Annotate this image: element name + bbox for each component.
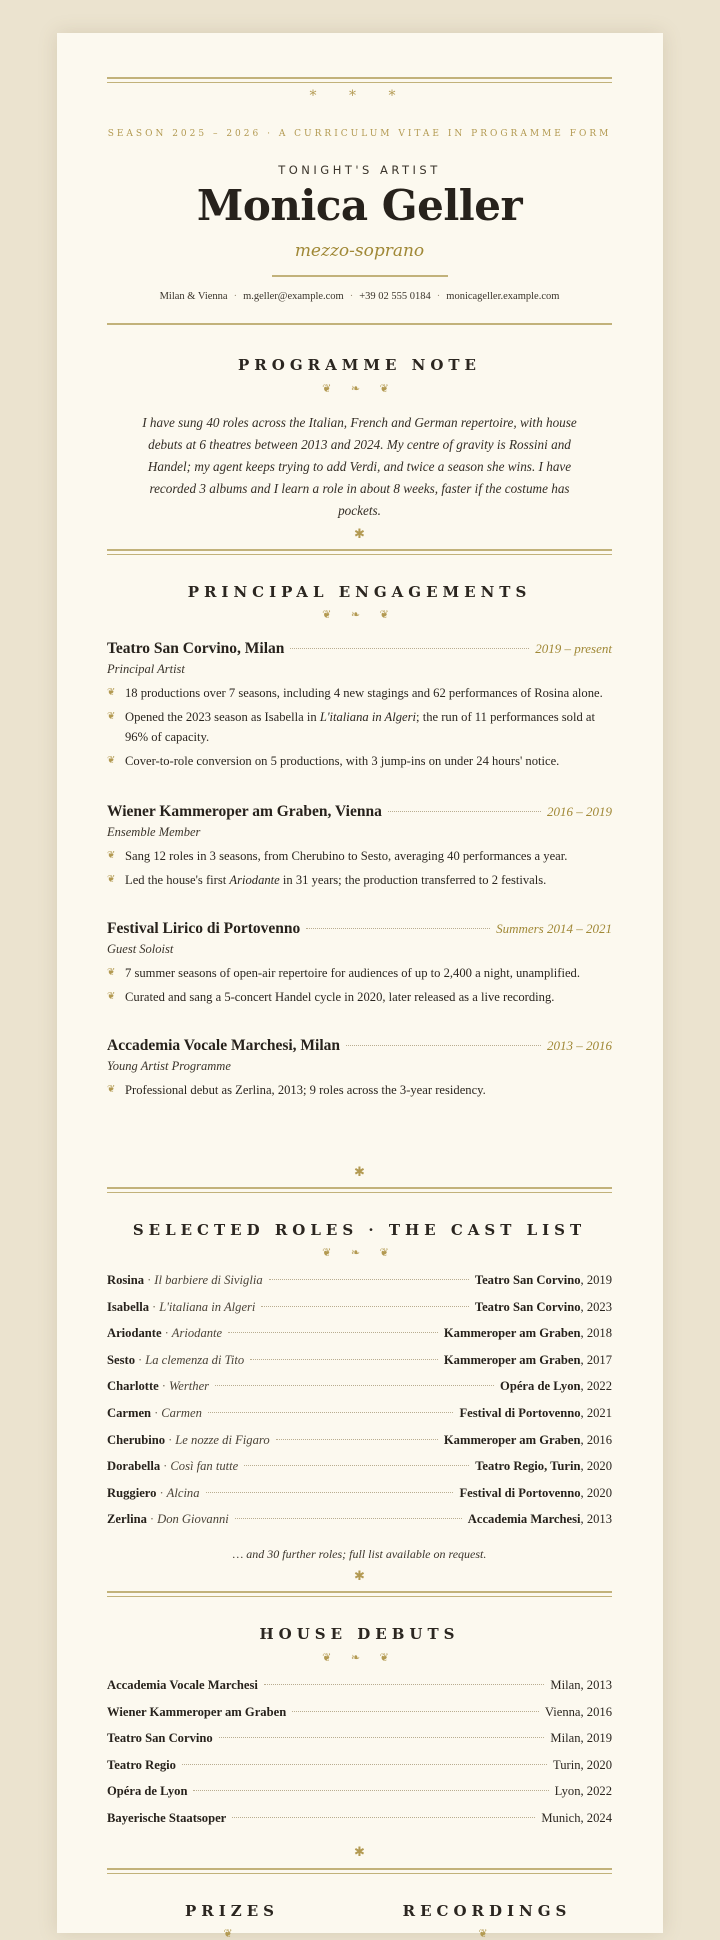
- contact-location: Milan & Vienna: [159, 291, 228, 302]
- role-row: Sesto · La clemenza di Tito Kammeroper am Graben , 2017: [107, 1352, 612, 1367]
- engagement-bullet: ❦ Curated and sang a 5-concert Handel cycle in 2020, later released as a live recording.: [107, 990, 555, 1004]
- engagement-item: [107, 803, 612, 894]
- top-rule: [107, 77, 612, 79]
- contact-website[interactable]: monicageller.example.com: [446, 291, 560, 302]
- voice-type: mezzo-soprano: [294, 241, 425, 261]
- header-bottom-rule: [107, 323, 612, 325]
- recordings-title: RECORDINGS: [402, 1902, 572, 1920]
- engagement-bullet: ❦ Cover-to-role conversion on 5 productions, with 3 jump-ins on under 24 hours' notice.: [107, 754, 560, 768]
- debuts-title: HOUSE DEBUTS: [259, 1625, 460, 1643]
- engagement-role: Principal Artist: [107, 662, 185, 676]
- roles-more-note: … and 30 further roles; full list available on request.: [232, 1547, 487, 1561]
- engagement-bullet: ❦ Professional debut as Zerlina, 2013; 9 roles across the 3-year residency.: [107, 1083, 486, 1097]
- asterism: ✱: [354, 527, 365, 542]
- fleuron-ornament: ❦ ❧ ❦: [322, 382, 397, 395]
- asterism: ✱: [354, 1569, 365, 1584]
- season-line: SEASON 2025 – 2026 · A CURRICULUM VITAE IN PROGRAMME FORM: [107, 129, 612, 139]
- engagement-bullet: ❦ Led the house's first Ariodante in 31 years; the production transferred to 2 festivals.: [107, 873, 547, 887]
- debut-row: Teatro Regio Turin, 2020: [107, 1757, 612, 1772]
- engagement-bullet: ❦ Sang 12 roles in 3 seasons, from Cherubino to Sesto, averaging 40 performances a year.: [107, 849, 568, 863]
- roles-list: [107, 1273, 612, 1539]
- debut-row: Opéra de Lyon Lyon, 2022: [107, 1784, 612, 1799]
- section-rule: [107, 1591, 612, 1593]
- engagement-item: [107, 920, 612, 1011]
- engagement-item: [107, 1037, 612, 1104]
- programme-note-title: PROGRAMME NOTE: [238, 356, 481, 374]
- engagement-house: Accademia Vocale Marchesi, Milan: [107, 1037, 341, 1054]
- engagement-item: [107, 640, 612, 775]
- programme-note-text: I have sung 40 roles across the Italian, French and German repertoire, with house debuts at 6 theatres between 2013 and 2024. My centre of gravity is Rossini and Handel; my agent keeps trying to add Verdi, and twice a season she wins. I have recorded 3 albums and I learn a role in about 8 weeks, faster if the costume has pockets.: [142, 415, 577, 518]
- role-row: Rosina · Il barbiere di Siviglia Teatro San Corvino , 2019: [107, 1273, 612, 1287]
- section-rule: [107, 1187, 612, 1189]
- section-rule: [107, 549, 612, 551]
- debut-row: Bayerische Staatsoper Munich, 2024: [107, 1810, 612, 1825]
- fleuron-ornament: ❦ ❧ ❦: [322, 1651, 397, 1664]
- engagements-title: PRINCIPAL ENGAGEMENTS: [187, 583, 532, 601]
- role-row: Ariodante · Ariodante Kammeroper am Graben , 2018: [107, 1326, 612, 1341]
- role-row: Dorabella · Così fan tutte Teatro Regio, Turin , 2020: [107, 1459, 612, 1474]
- engagement-role: Guest Soloist: [107, 942, 174, 956]
- roles-title: SELECTED ROLES · THE CAST LIST: [132, 1221, 587, 1239]
- tonight-label: TONIGHT'S ARTIST: [278, 163, 441, 177]
- prizes-title: PRIZES: [185, 1902, 279, 1920]
- engagement-dates: 2013 – 2016: [547, 1038, 612, 1053]
- engagement-bullet: ❦ 7 summer seasons of open-air repertoire for audiences of up to 2,400 a night, unamplified.: [107, 966, 580, 980]
- asterism: ✱: [354, 1845, 365, 1860]
- cv-paper: [57, 33, 663, 1940]
- debut-row: Accademia Vocale Marchesi Milan, 2013: [107, 1678, 612, 1692]
- role-row: Charlotte · Werther Opéra de Lyon , 2022: [107, 1379, 612, 1394]
- debut-row: Wiener Kammeroper am Graben Vienna, 2016: [107, 1704, 612, 1719]
- header-stars: * * *: [309, 88, 410, 104]
- engagement-dates: Summers 2014 – 2021: [496, 921, 612, 936]
- section-rule: [107, 1868, 612, 1870]
- debut-row: Teatro San Corvino Milan, 2019: [107, 1731, 612, 1746]
- role-row: Carmen · Carmen Festival di Portovenno , 2021: [107, 1405, 612, 1420]
- role-row: Isabella · L'italiana in Algeri Teatro San Corvino , 2023: [107, 1299, 612, 1314]
- engagement-role: Ensemble Member: [107, 825, 201, 839]
- engagement-dates: 2019 – present: [535, 641, 612, 656]
- fleuron-ornament: ❦: [478, 1927, 496, 1940]
- role-row: Zerlina · Don Giovanni Accademia Marchesi , 2013: [107, 1512, 612, 1527]
- engagement-bullet: ❦ 18 productions over 7 seasons, including 4 new stagings and 62 performances of Rosina alone.: [107, 686, 603, 700]
- fleuron-ornament: ❦ ❧ ❦: [322, 608, 397, 621]
- contact-phone[interactable]: +39 02 555 0184: [359, 291, 431, 302]
- engagement-house: Festival Lirico di Portovenno: [107, 920, 301, 937]
- engagement-dates: 2016 – 2019: [547, 804, 612, 819]
- debuts-list: [107, 1678, 612, 1838]
- voice-rule: [272, 275, 448, 277]
- fleuron-ornament: ❦: [223, 1927, 241, 1940]
- engagement-house: Wiener Kammeroper am Graben, Vienna: [107, 803, 382, 820]
- engagement-bullet: ❦ Opened the 2023 season as Isabella in L'italiana in Algeri; the run of 11 performances sold at 96% of capacity.: [107, 710, 595, 744]
- role-row: Cherubino · Le nozze di Figaro Kammeroper am Graben , 2016: [107, 1432, 612, 1447]
- artist-name: Monica Geller: [196, 181, 523, 230]
- contact-email[interactable]: m.geller@example.com: [243, 291, 344, 302]
- engagement-house: Teatro San Corvino, Milan: [107, 640, 285, 657]
- asterism: ✱: [354, 1165, 365, 1180]
- fleuron-ornament: ❦ ❧ ❦: [322, 1246, 397, 1259]
- contact-line: Milan & Vienna · m.geller@example.com · +39 02 555 0184 · monicageller.example.com: [159, 291, 560, 302]
- role-row: Ruggiero · Alcina Festival di Portovenno , 2020: [107, 1485, 612, 1500]
- engagement-role: Young Artist Programme: [107, 1059, 231, 1073]
